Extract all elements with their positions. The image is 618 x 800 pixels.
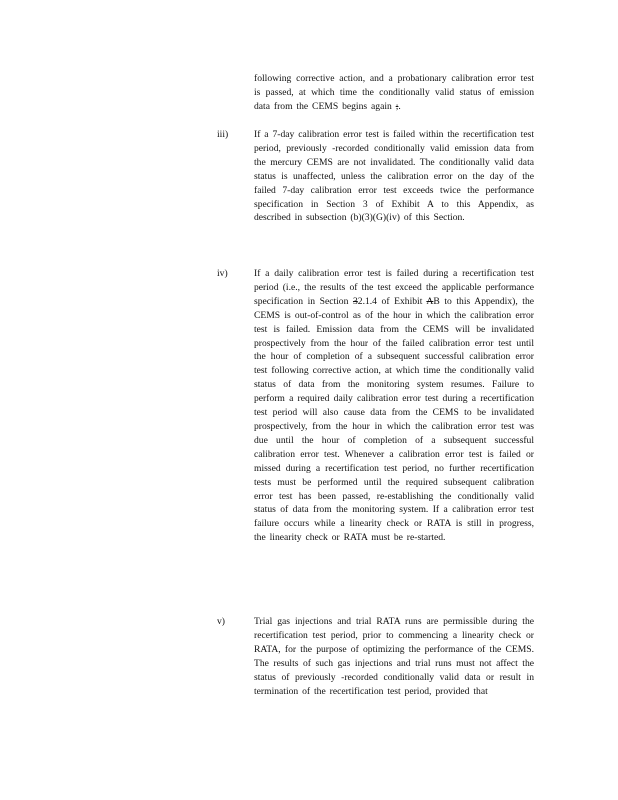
paragraph-text: If a daily calibration error test is failed during a recertification test period (i.e., the results of the test exceed the applicable performance specification in Section	[254, 268, 534, 307]
paragraph-text: Trial gas injections and trial RATA runs are permissible during the recertification test period, prior to commencing a linearity check or RATA, for the purpose of optimizing the performance of the CEMS. The results of such gas injections and trial runs must not affect the status of previously -recorded conditionally valid data or result in termination of the recertification test period, provided that	[254, 616, 534, 697]
continuation-text: following corrective action, and a probationary calibration error test is passed, at which time the conditionally valid status of emission data from the CEMS begins again	[254, 73, 534, 112]
list-marker: iii)	[217, 129, 229, 140]
paragraph-text: B to this Appendix), the CEMS is out-of-control as of the hour in which the calibration error test is failed. Emission data from the CEMS will be invalidated prospectively from the hour of the failed calibration error test until the hour of completion of a subsequent successful calibration error test following corrective action, at which time the conditionally valid status of data from the monitoring system resumes. Failure to perform a required daily calibration error test during a recertification test period will also cause data from the CEMS to be invalidated prospectively, from the hour in which the calibration error test was due until the hour of completion of a subsequent successful calibration error test. Whenever a calibration error test is failed or missed during a recertification test period, no further recertification tests must be performed until the required subsequent calibration error test has been passed, re-establishing the conditionally valid status of data from the monitoring system. If a calibration error test failure occurs while a linearity check or RATA is still in progress, the linearity check or RATA must be re-started.	[254, 295, 535, 544]
list-marker: iv)	[217, 268, 228, 279]
list-marker: v)	[217, 616, 225, 627]
struck-text: A	[426, 295, 434, 307]
struck-text: ;	[395, 100, 399, 112]
continuation-tail: .	[398, 100, 401, 112]
paragraph-text: 2.1.4 of Exhibit	[357, 295, 427, 307]
list-item-paragraph	[254, 615, 534, 698]
list-item-paragraph	[254, 267, 534, 545]
struck-text: 3	[352, 295, 358, 307]
list-item-paragraph	[254, 128, 534, 225]
continuation-paragraph	[254, 72, 534, 114]
paragraph-text: If a 7-day calibration error test is failed within the recertification test period, previously -recorded conditionally valid emission data from the mercury CEMS are not invalidated. The conditionally valid data status is unaffected, unless the calibration error on the day of the failed 7-day calibration error test exceeds twice the performance specification in Section 3 of Exhibit A to this Appendix, as described in subsection (b)(3)(G)(iv) of this Section.	[254, 129, 534, 224]
